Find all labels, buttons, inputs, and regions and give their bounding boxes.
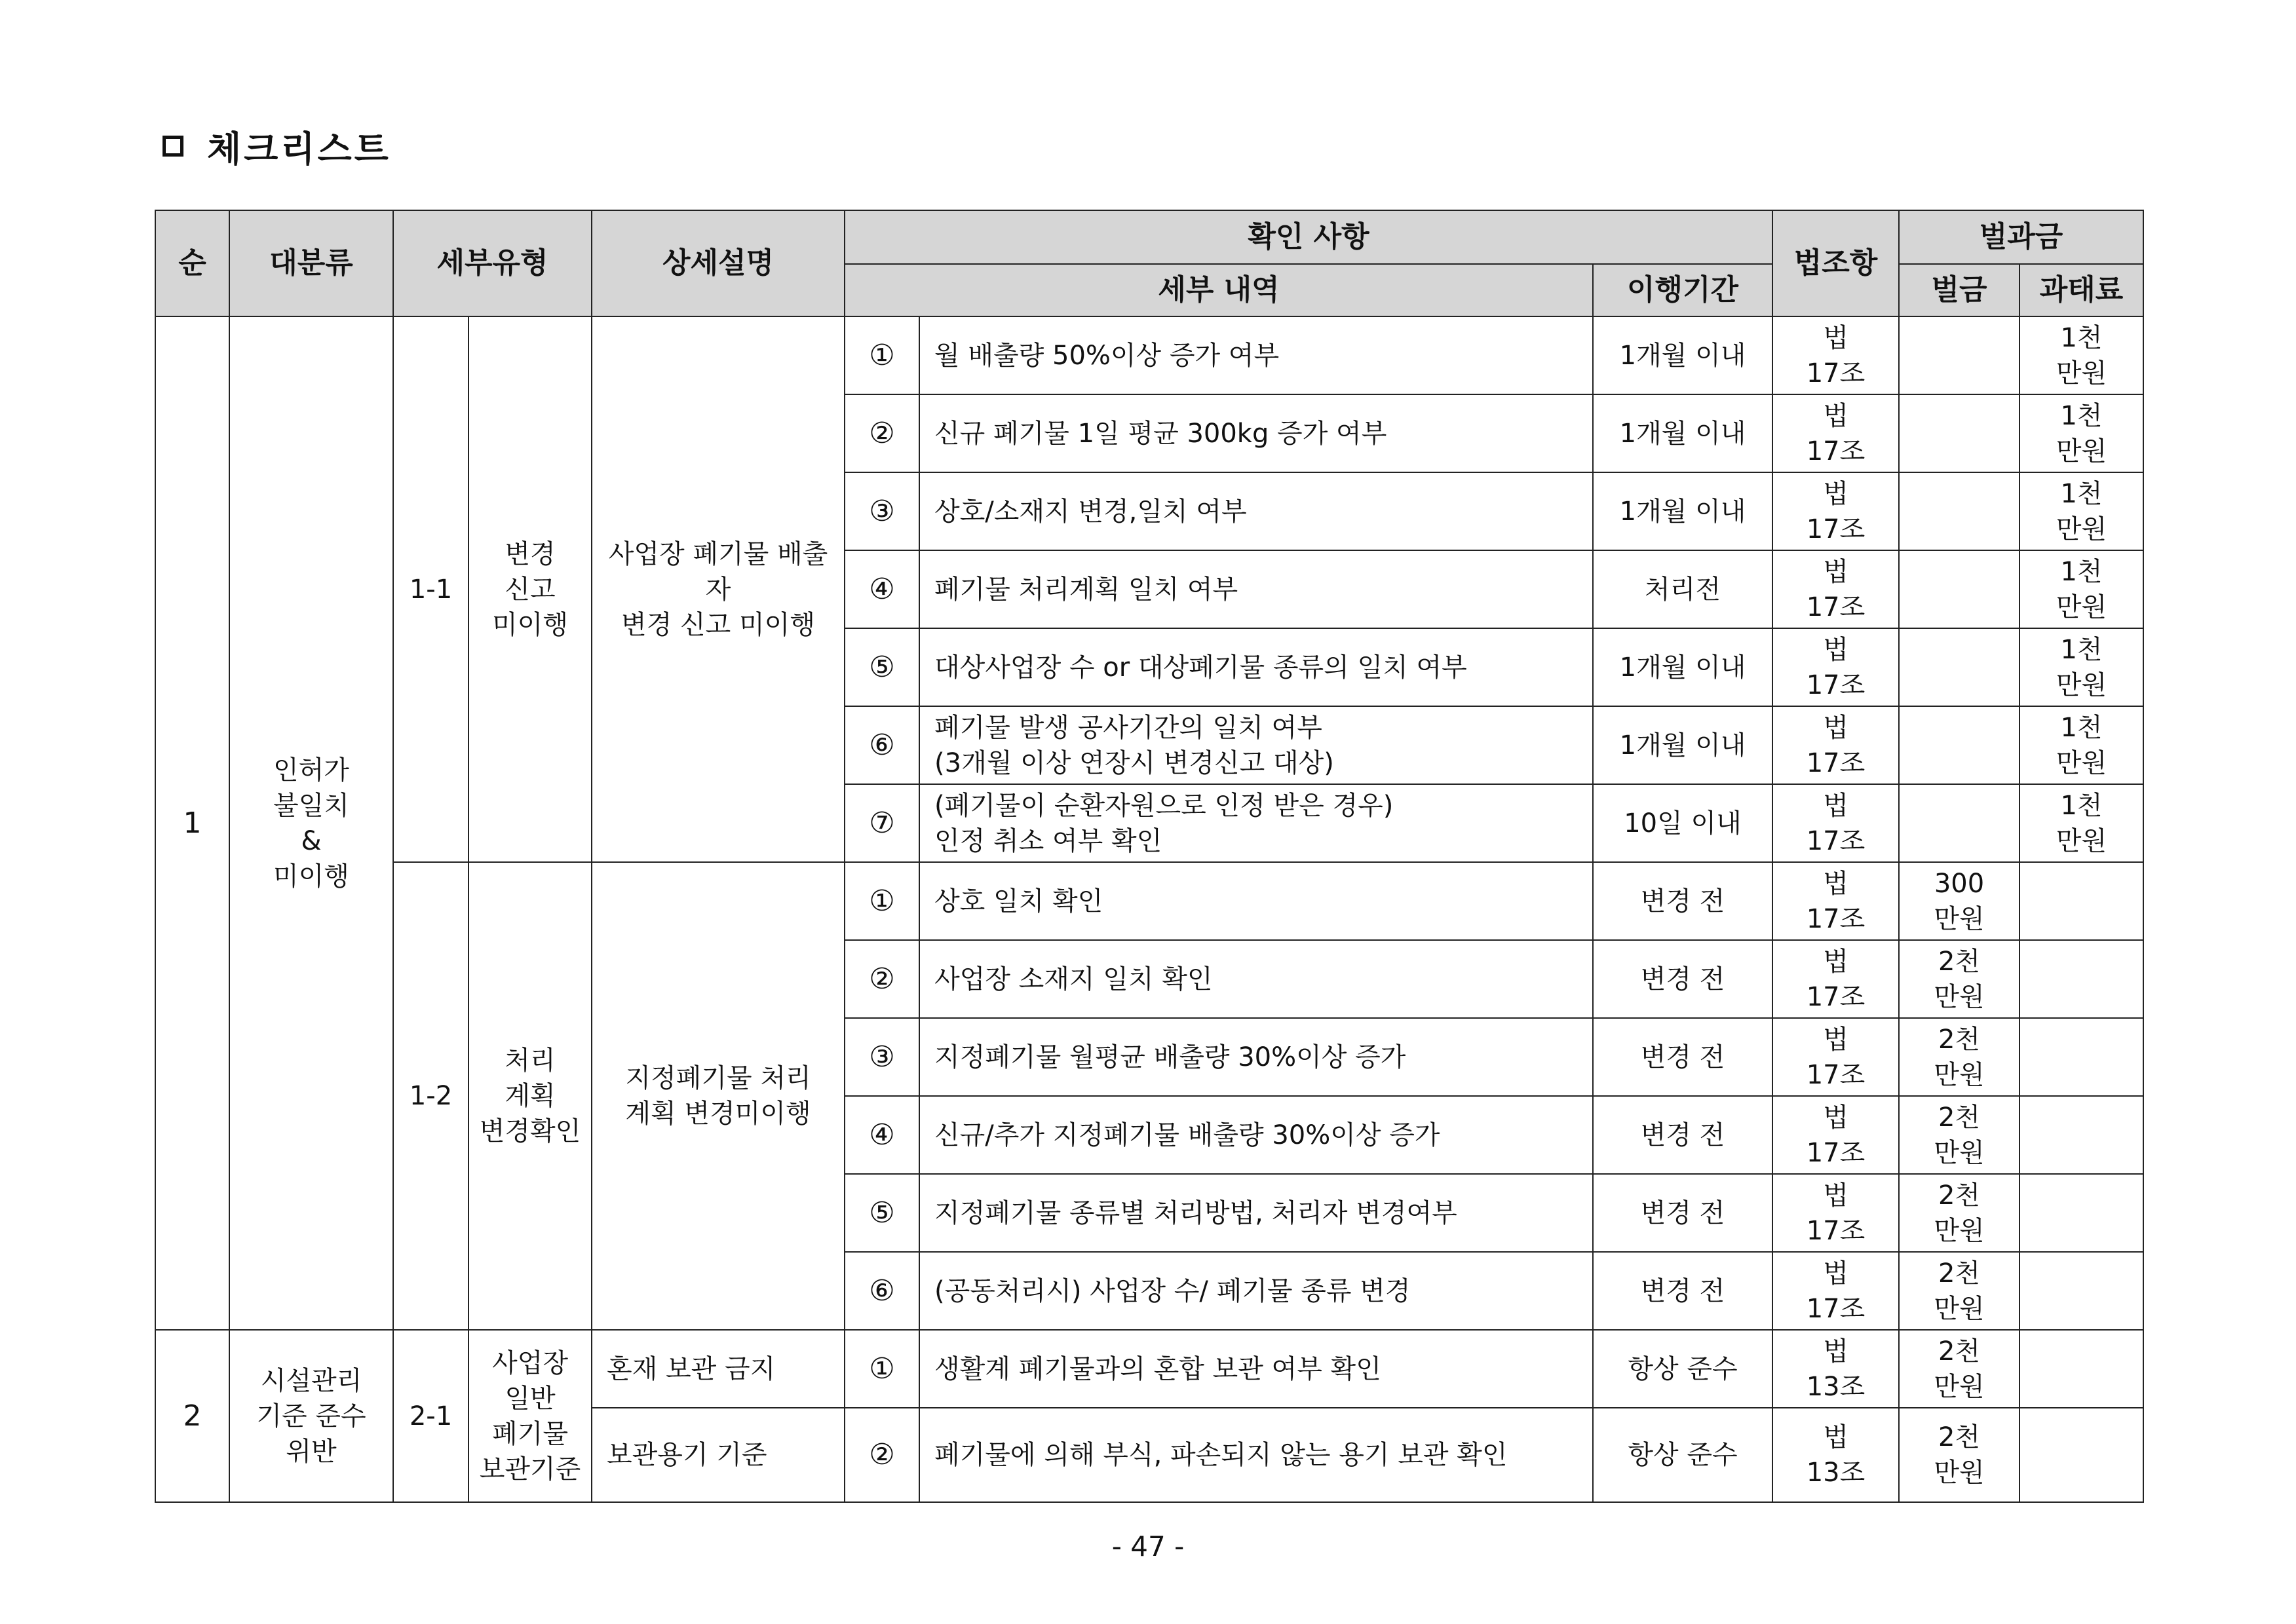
cell-line: 1천 xyxy=(2060,790,2103,821)
fee-cell xyxy=(2019,472,2143,550)
category-cell xyxy=(229,1330,393,1502)
cell-line: 월 배출량 50%이상 증가 여부 xyxy=(934,340,1280,371)
law-cell xyxy=(1772,1174,1899,1252)
cell-line: 17조 xyxy=(1806,1215,1866,1246)
cell-line: 법 xyxy=(1823,946,1848,977)
deadline-cell xyxy=(1593,940,1772,1018)
cell-line: 법 xyxy=(1823,1336,1848,1367)
cell-line: ⑤ xyxy=(869,650,895,684)
cell-line: 변경확인 xyxy=(479,1116,581,1146)
description-cell xyxy=(592,316,845,862)
header-law: 법조항 xyxy=(1772,210,1899,316)
cell-line: ② xyxy=(869,962,895,996)
cell-line: 변경 전 xyxy=(1640,1042,1725,1072)
cell-line: 1천 xyxy=(2060,634,2103,665)
law-cell xyxy=(1772,1252,1899,1330)
item-number-cell xyxy=(845,550,919,628)
law-cell xyxy=(1772,394,1899,472)
cell-line: 1천 xyxy=(2060,712,2103,743)
fee-cell xyxy=(2019,628,2143,706)
cell-line: 만원 xyxy=(2056,436,2107,466)
cell-line: 17조 xyxy=(1806,592,1866,622)
header-fine: 벌금 xyxy=(1899,264,2019,316)
cell-line: 17조 xyxy=(1806,825,1866,856)
cell-line: 계획 변경미이행 xyxy=(625,1099,811,1129)
cell-line: ③ xyxy=(869,494,895,528)
cell-line: 사업장 폐기물 배출자 xyxy=(608,538,828,605)
cell-line: 법 xyxy=(1823,868,1848,899)
detail-cell xyxy=(919,862,1593,940)
cell-line: 혼재 보관 금지 xyxy=(607,1353,776,1384)
cell-line: 1 xyxy=(183,806,202,840)
header-deadline: 이행기간 xyxy=(1593,264,1772,316)
cell-line: 대상사업장 수 or 대상폐기물 종류의 일치 여부 xyxy=(934,652,1467,683)
cell-line: 만원 xyxy=(1934,1215,1985,1246)
deadline-cell xyxy=(1593,472,1772,550)
cell-line: 생활계 폐기물과의 혼합 보관 여부 확인 xyxy=(934,1353,1381,1384)
fee-cell xyxy=(2019,1018,2143,1096)
cell-line: 1개월 이내 xyxy=(1619,418,1746,449)
fine-cell xyxy=(1899,472,2019,550)
fee-cell xyxy=(2019,862,2143,940)
subtype-cell xyxy=(469,316,592,862)
cell-line: 상호/소재지 변경,일치 여부 xyxy=(934,496,1247,527)
cell-line: 시설관리 xyxy=(260,1365,362,1396)
cell-line: 2천 xyxy=(1938,1102,1981,1133)
cell-line: 변경 전 xyxy=(1640,1275,1725,1306)
fine-cell xyxy=(1899,1252,2019,1330)
cell-line: 2천 xyxy=(1938,1024,1981,1055)
law-cell xyxy=(1772,1096,1899,1174)
law-cell xyxy=(1772,784,1899,862)
cell-line: & xyxy=(301,825,322,856)
item-number-cell xyxy=(845,784,919,862)
fee-cell xyxy=(2019,316,2143,394)
subtype-code-cell xyxy=(393,1330,469,1502)
cell-line: 위반 xyxy=(286,1436,337,1467)
cell-line: 17조 xyxy=(1806,903,1866,934)
cell-line: 2천 xyxy=(1938,1180,1981,1211)
cell-line: 1-2 xyxy=(409,1081,453,1111)
cell-line: 2천 xyxy=(1938,946,1981,977)
detail-cell xyxy=(919,1408,1593,1502)
deadline-cell xyxy=(1593,862,1772,940)
law-cell xyxy=(1772,550,1899,628)
deadline-cell xyxy=(1593,1252,1772,1330)
cell-line: 법 xyxy=(1823,790,1848,821)
cell-line: 17조 xyxy=(1806,670,1866,700)
deadline-cell xyxy=(1593,1408,1772,1502)
detail-cell xyxy=(919,1174,1593,1252)
cell-line: 법 xyxy=(1823,1024,1848,1055)
cell-line: 지정폐기물 종류별 처리방법, 처리자 변경여부 xyxy=(934,1198,1457,1228)
header-order: 순 xyxy=(155,210,229,316)
cell-line: ② xyxy=(869,416,895,450)
law-cell xyxy=(1772,1330,1899,1408)
cell-line: 법 xyxy=(1823,400,1848,431)
cell-line: ⑦ xyxy=(869,806,895,840)
detail-cell xyxy=(919,784,1593,862)
fee-cell xyxy=(2019,1096,2143,1174)
cell-line: 기준 준수 xyxy=(256,1401,366,1431)
cell-line: 지정폐기물 처리 xyxy=(625,1063,811,1093)
cell-line: 사업장 소재지 일치 확인 xyxy=(934,964,1213,994)
fine-cell xyxy=(1899,1330,2019,1408)
cell-line: 2천 xyxy=(1938,1422,1981,1452)
subtype-code-cell xyxy=(393,862,469,1330)
cell-line: 사업장 xyxy=(492,1348,568,1378)
item-number-cell xyxy=(845,1408,919,1502)
cell-line: 2-1 xyxy=(409,1401,453,1431)
cell-line: ④ xyxy=(869,1118,895,1152)
cell-line: 만원 xyxy=(2056,670,2107,700)
cell-line: 일반 xyxy=(505,1383,556,1414)
law-cell xyxy=(1772,628,1899,706)
deadline-cell xyxy=(1593,1096,1772,1174)
law-cell xyxy=(1772,706,1899,784)
fine-cell xyxy=(1899,862,2019,940)
item-number-cell xyxy=(845,628,919,706)
cell-line: 만원 xyxy=(1934,1137,1985,1168)
cell-line: ④ xyxy=(869,572,895,606)
cell-line: 13조 xyxy=(1806,1458,1866,1488)
cell-line: 폐기물에 의해 부식, 파손되지 않는 용기 보관 확인 xyxy=(934,1440,1508,1470)
cell-line: 법 xyxy=(1823,634,1848,665)
detail-cell xyxy=(919,316,1593,394)
cell-line: 지정폐기물 월평균 배출량 30%이상 증가 xyxy=(934,1042,1406,1072)
cell-line: 만원 xyxy=(1934,1458,1985,1488)
cell-line: 17조 xyxy=(1806,514,1866,544)
cell-line: ⑥ xyxy=(869,728,895,762)
deadline-cell xyxy=(1593,316,1772,394)
fee-cell xyxy=(2019,706,2143,784)
subtype-code-cell xyxy=(393,316,469,862)
cell-line: 처리 xyxy=(505,1046,556,1076)
cell-line: 17조 xyxy=(1806,1293,1866,1324)
cell-line: 만원 xyxy=(1934,1059,1985,1090)
description-cell xyxy=(592,1408,845,1502)
header-row-1 xyxy=(155,210,2143,264)
header-subtype: 세부유형 xyxy=(393,210,592,316)
fine-cell xyxy=(1899,550,2019,628)
cell-line: 인정 취소 여부 확인 xyxy=(934,825,1162,856)
cell-line: 1개월 이내 xyxy=(1619,652,1746,683)
cell-line: 폐기물 처리계획 일치 여부 xyxy=(934,574,1238,605)
item-number-cell xyxy=(845,1018,919,1096)
deadline-cell xyxy=(1593,1330,1772,1408)
fee-cell xyxy=(2019,1408,2143,1502)
order-cell xyxy=(155,316,229,1330)
deadline-cell xyxy=(1593,1018,1772,1096)
cell-line: 1-1 xyxy=(409,574,453,605)
detail-cell xyxy=(919,940,1593,1018)
fee-cell xyxy=(2019,1330,2143,1408)
cell-line: 신규/추가 지정폐기물 배출량 30%이상 증가 xyxy=(934,1120,1440,1150)
checkbox-bullet-icon xyxy=(163,136,183,157)
cell-line: 1개월 이내 xyxy=(1619,730,1746,761)
cell-line: 변경 전 xyxy=(1640,1198,1725,1228)
cell-line: 항상 준수 xyxy=(1628,1440,1738,1470)
cell-line: 보관기준 xyxy=(479,1454,581,1484)
cell-line: ⑤ xyxy=(869,1196,895,1230)
cell-line: 법 xyxy=(1823,1422,1848,1452)
deadline-cell xyxy=(1593,628,1772,706)
cell-line: 신고 xyxy=(505,574,556,605)
header-penalty: 벌과금 xyxy=(1899,210,2143,264)
deadline-cell xyxy=(1593,784,1772,862)
fine-cell xyxy=(1899,940,2019,1018)
fine-cell xyxy=(1899,1174,2019,1252)
cell-line: ① xyxy=(869,1351,895,1386)
header-fee: 과태료 xyxy=(2019,264,2143,316)
cell-line: 법 xyxy=(1823,1102,1848,1133)
detail-cell xyxy=(919,1330,1593,1408)
deadline-cell xyxy=(1593,706,1772,784)
cell-line: ② xyxy=(869,1438,895,1471)
cell-line: 만원 xyxy=(1934,1371,1985,1402)
table-row xyxy=(155,862,2143,940)
fine-cell xyxy=(1899,706,2019,784)
checklist-body xyxy=(155,316,2143,1502)
cell-line: 2천 xyxy=(1938,1336,1981,1367)
fee-cell xyxy=(2019,550,2143,628)
header-check-items: 확인 사항 xyxy=(845,210,1772,264)
law-cell xyxy=(1772,940,1899,1018)
cell-line: 폐기물 발생 공사기간의 일치 여부 xyxy=(934,712,1322,743)
subtype-cell xyxy=(469,862,592,1330)
cell-line: 13조 xyxy=(1806,1371,1866,1402)
cell-line: ③ xyxy=(869,1040,895,1074)
cell-line: ⑥ xyxy=(869,1274,895,1308)
deadline-cell xyxy=(1593,550,1772,628)
subtype-cell xyxy=(469,1330,592,1502)
cell-line: 보관용기 기준 xyxy=(607,1440,767,1470)
table-row xyxy=(155,316,2143,394)
cell-line: 만원 xyxy=(1934,903,1985,934)
description-cell xyxy=(592,1330,845,1408)
cell-line: (폐기물이 순환자원으로 인정 받은 경우) xyxy=(934,790,1394,821)
fee-cell xyxy=(2019,1252,2143,1330)
cell-line: 1천 xyxy=(2060,478,2103,509)
cell-line: 17조 xyxy=(1806,1059,1866,1090)
law-cell xyxy=(1772,1408,1899,1502)
fine-cell xyxy=(1899,316,2019,394)
table-row xyxy=(155,1330,2143,1408)
item-number-cell xyxy=(845,1174,919,1252)
header-category: 대분류 xyxy=(229,210,393,316)
cell-line: (공동처리시) 사업장 수/ 폐기물 종류 변경 xyxy=(934,1275,1411,1306)
page-number: - 47 - xyxy=(1111,1530,1185,1562)
fee-cell xyxy=(2019,1174,2143,1252)
cell-line: 17조 xyxy=(1806,1137,1866,1168)
fine-cell xyxy=(1899,1018,2019,1096)
cell-line: 만원 xyxy=(2056,825,2107,856)
cell-line: 변경 전 xyxy=(1640,886,1725,916)
cell-line: 항상 준수 xyxy=(1628,1353,1738,1384)
fine-cell xyxy=(1899,394,2019,472)
cell-line: 1천 xyxy=(2060,400,2103,431)
title-text: 체크리스트 xyxy=(207,128,391,170)
cell-line: ① xyxy=(869,884,895,918)
fee-cell xyxy=(2019,940,2143,1018)
cell-line: 만원 xyxy=(2056,592,2107,622)
order-cell xyxy=(155,1330,229,1502)
item-number-cell xyxy=(845,706,919,784)
cell-line: 만원 xyxy=(2056,514,2107,544)
cell-line: 변경 전 xyxy=(1640,964,1725,994)
checklist-table xyxy=(155,210,2144,1503)
detail-cell xyxy=(919,1252,1593,1330)
law-cell xyxy=(1772,316,1899,394)
fine-cell xyxy=(1899,1408,2019,1502)
detail-cell xyxy=(919,1096,1593,1174)
header-detail: 세부 내역 xyxy=(845,264,1593,316)
cell-line: 1개월 이내 xyxy=(1619,496,1746,527)
cell-line: 2천 xyxy=(1938,1258,1981,1289)
cell-line: 법 xyxy=(1823,1258,1848,1289)
law-cell xyxy=(1772,472,1899,550)
cell-line: 1천 xyxy=(2060,556,2103,587)
detail-cell xyxy=(919,472,1593,550)
item-number-cell xyxy=(845,862,919,940)
item-number-cell xyxy=(845,1330,919,1408)
cell-line: 2 xyxy=(183,1399,202,1433)
detail-cell xyxy=(919,1018,1593,1096)
cell-line: 만원 xyxy=(2056,358,2107,388)
cell-line: 만원 xyxy=(1934,981,1985,1012)
detail-cell xyxy=(919,706,1593,784)
fee-cell xyxy=(2019,394,2143,472)
law-cell xyxy=(1772,862,1899,940)
cell-line: 인허가 xyxy=(273,755,349,785)
fine-cell xyxy=(1899,628,2019,706)
fee-cell xyxy=(2019,784,2143,862)
cell-line: 폐기물 xyxy=(492,1418,568,1449)
deadline-cell xyxy=(1593,394,1772,472)
cell-line: 불일치 xyxy=(273,790,349,821)
cell-line: 17조 xyxy=(1806,981,1866,1012)
cell-line: 법 xyxy=(1823,556,1848,587)
cell-line: 처리전 xyxy=(1645,574,1721,605)
item-number-cell xyxy=(845,472,919,550)
cell-line: 300 xyxy=(1934,868,1985,899)
fine-cell xyxy=(1899,784,2019,862)
item-number-cell xyxy=(845,316,919,394)
fine-cell xyxy=(1899,1096,2019,1174)
deadline-cell xyxy=(1593,1174,1772,1252)
cell-line: 17조 xyxy=(1806,436,1866,466)
cell-line: 17조 xyxy=(1806,747,1866,778)
cell-line: 1천 xyxy=(2060,322,2103,353)
cell-line: 법 xyxy=(1823,712,1848,743)
cell-line: 신규 폐기물 1일 평균 300kg 증가 여부 xyxy=(934,418,1387,449)
item-number-cell xyxy=(845,394,919,472)
item-number-cell xyxy=(845,1096,919,1174)
cell-line: 미이행 xyxy=(492,609,568,640)
cell-line: 1개월 이내 xyxy=(1619,340,1746,371)
detail-cell xyxy=(919,628,1593,706)
cell-line: 만원 xyxy=(1934,1293,1985,1324)
cell-line: 미이행 xyxy=(273,861,349,892)
cell-line: 법 xyxy=(1823,478,1848,509)
cell-line: 변경 전 xyxy=(1640,1120,1725,1150)
cell-line: 법 xyxy=(1823,1180,1848,1211)
cell-line: 법 xyxy=(1823,322,1848,353)
cell-line: ① xyxy=(869,338,895,372)
cell-line: (3개월 이상 연장시 변경신고 대상) xyxy=(934,747,1334,778)
description-cell xyxy=(592,862,845,1330)
cell-line: 변경 xyxy=(505,538,556,569)
detail-cell xyxy=(919,394,1593,472)
cell-line: 상호 일치 확인 xyxy=(934,886,1103,916)
page-title xyxy=(163,123,391,169)
cell-line: 17조 xyxy=(1806,358,1866,388)
category-cell xyxy=(229,316,393,1330)
cell-line: 10일 이내 xyxy=(1624,808,1742,839)
item-number-cell xyxy=(845,1252,919,1330)
detail-cell xyxy=(919,550,1593,628)
item-number-cell xyxy=(845,940,919,1018)
cell-line: 계획 xyxy=(505,1081,556,1111)
cell-line: 만원 xyxy=(2056,747,2107,778)
cell-line: 변경 신고 미이행 xyxy=(621,609,815,640)
law-cell xyxy=(1772,1018,1899,1096)
header-description: 상세설명 xyxy=(592,210,845,316)
